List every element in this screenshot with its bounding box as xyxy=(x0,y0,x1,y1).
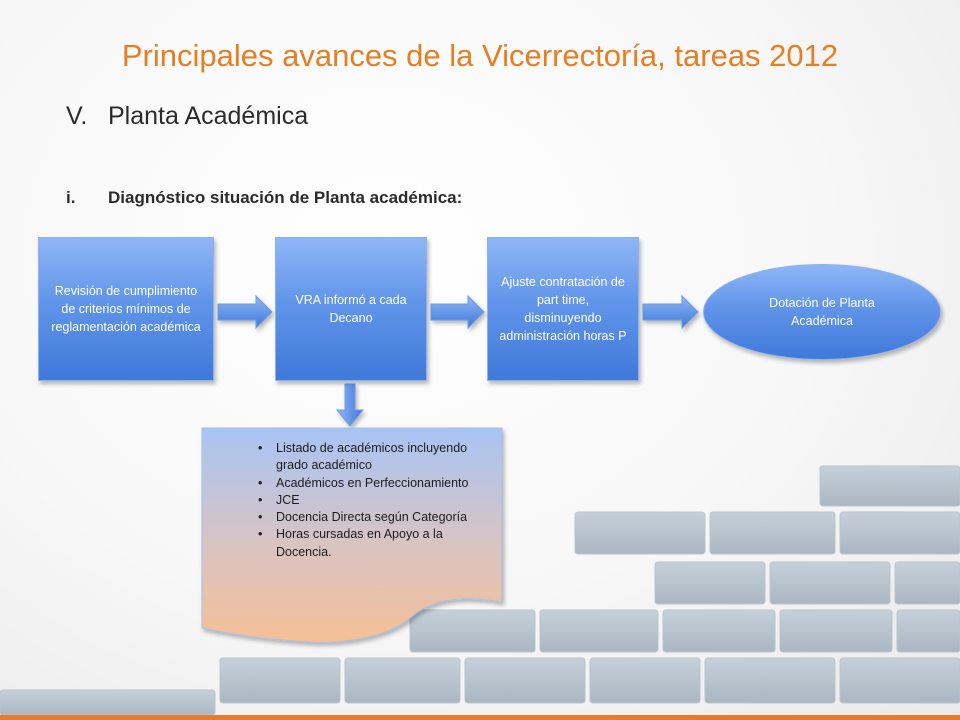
step-planta-allocation-label: Dotación de Planta Académica xyxy=(769,295,875,328)
list-item: • Docencia Directa según Categoría xyxy=(258,510,468,524)
step-vra-informed-label: VRA informó a cada Decano xyxy=(295,292,407,325)
step-review-criteria xyxy=(38,237,214,381)
details-list xyxy=(258,440,486,561)
step-adjust-hiring-label: Ajuste contratación de part time, disminuyendo administración horas P xyxy=(499,274,627,344)
list-item-text: Docencia Directa según Categoría xyxy=(276,510,468,524)
list-item-text: Horas cursadas en Apoyo a la Docencia. xyxy=(276,527,443,559)
arrow-right-2 xyxy=(431,296,484,328)
accent-bar xyxy=(0,715,960,720)
list-item: • JCE xyxy=(258,492,300,507)
subsection-number: i. xyxy=(66,188,76,207)
section-text: Planta Académica xyxy=(108,102,309,130)
step-planta-allocation xyxy=(703,264,941,360)
arrow-right-3 xyxy=(643,296,698,328)
section-number: V. xyxy=(66,102,88,130)
list-item: • Listado de académicos incluyendo grado académico xyxy=(258,441,468,473)
step-vra-informed xyxy=(275,237,427,381)
step-review-criteria-label: Revisión de cumplimiento de criterios mínimos de reglamentación académica xyxy=(51,283,201,335)
arrow-right-1 xyxy=(218,296,272,328)
step-adjust-hiring xyxy=(487,237,639,381)
subsection-text: Diagnóstico situación de Planta académica: xyxy=(108,188,463,207)
list-item-text: Académicos en Perfeccionamiento xyxy=(276,475,469,490)
list-item-text: JCE xyxy=(276,492,300,507)
list-item: • Académicos en Perfeccionamiento xyxy=(258,475,469,490)
arrow-down xyxy=(337,384,363,426)
list-item: • Horas cursadas en Apoyo a la Docencia. xyxy=(258,527,443,559)
list-item-text: Listado de académicos incluyendo grado académico xyxy=(276,441,468,473)
slide-title: Principales avances de la Vicerrectoría, tareas 2012 xyxy=(121,38,839,73)
